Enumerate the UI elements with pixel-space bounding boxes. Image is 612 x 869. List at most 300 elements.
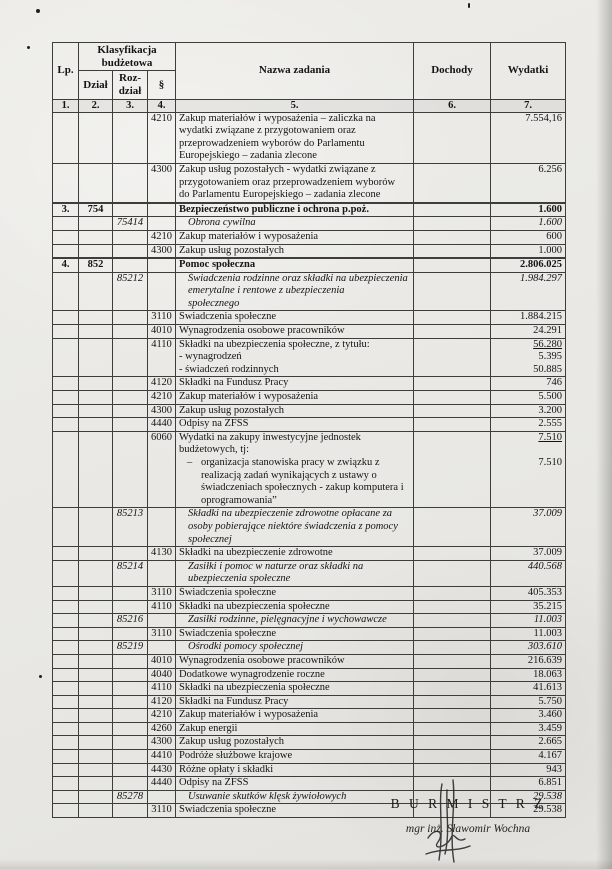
table-row: [53, 112, 566, 163]
cell-dzial: [79, 641, 113, 655]
cell-rozdzial: [113, 418, 148, 432]
cell-rozdzial: [113, 163, 148, 202]
cell-dochody: [414, 404, 491, 418]
cell-wydatki: 303.610: [491, 641, 566, 655]
budget-table: [52, 42, 566, 818]
table-row: [53, 258, 566, 272]
cell-lp: [53, 763, 79, 777]
cell-rozdzial: [113, 244, 148, 258]
cell-lp: [53, 338, 79, 377]
cell-dochody: [414, 338, 491, 377]
cell-dochody: [414, 217, 491, 231]
cell-dzial: [79, 325, 113, 339]
budget-table-body: [53, 99, 566, 817]
cell-lp: [53, 750, 79, 764]
cell-lp: [53, 418, 79, 432]
cell-nazwa: Dodatkowe wynagrodzenie roczne: [176, 668, 414, 682]
cell-dzial: [79, 418, 113, 432]
cell-nazwa: Świadczenia społeczne: [176, 586, 414, 600]
cell-lp: [53, 230, 79, 244]
table-row: [53, 750, 566, 764]
cell-lp: [53, 600, 79, 614]
table-row: [53, 736, 566, 750]
table-row: [53, 203, 566, 217]
cell-dochody: [414, 391, 491, 405]
cell-par: 4040: [148, 668, 176, 682]
cell-lp: [53, 404, 79, 418]
cell-par: [148, 614, 176, 628]
paper-speck: [468, 3, 470, 8]
column-number: 2.: [79, 99, 113, 112]
cell-dzial: [79, 586, 113, 600]
cell-wydatki: 2.555: [491, 418, 566, 432]
table-row: [53, 695, 566, 709]
cell-par: 4210: [148, 230, 176, 244]
cell-nazwa: Składki na ubezpieczenie zdrowotne opłacane za osoby pobierające niektóre świadczenia z pomocy społecznej: [176, 508, 414, 547]
cell-dzial: [79, 736, 113, 750]
cell-par: 3110: [148, 804, 176, 818]
cell-lp: [53, 377, 79, 391]
col-header-wydatki: Wydatki: [491, 43, 566, 100]
handwritten-signature: [398, 778, 518, 866]
cell-lp: [53, 560, 79, 586]
cell-dzial: [79, 560, 113, 586]
cell-nazwa: Składki na ubezpieczenia społeczne: [176, 600, 414, 614]
col-header-paragraf: §: [148, 71, 176, 99]
cell-nazwa: Składki na ubezpieczenia społeczne: [176, 682, 414, 696]
cell-rozdzial: [113, 750, 148, 764]
cell-lp: [53, 244, 79, 258]
cell-dochody: [414, 418, 491, 432]
table-row: [53, 217, 566, 231]
table-row: [53, 325, 566, 339]
cell-dochody: [414, 163, 491, 202]
table-row: [53, 682, 566, 696]
cell-wydatki: 746: [491, 377, 566, 391]
cell-rozdzial: [113, 338, 148, 377]
cell-rozdzial: 85214: [113, 560, 148, 586]
cell-lp: [53, 112, 79, 163]
cell-par: 4010: [148, 654, 176, 668]
cell-nazwa: Ośrodki pomocy społecznej: [176, 641, 414, 655]
table-row: [53, 311, 566, 325]
table-row: [53, 627, 566, 641]
cell-wydatki: 3.200: [491, 404, 566, 418]
cell-lp: [53, 311, 79, 325]
cell-dochody: [414, 508, 491, 547]
cell-nazwa: Odpisy na ZFSS: [176, 418, 414, 432]
cell-nazwa: Obrona cywilna: [176, 217, 414, 231]
cell-dochody: [414, 614, 491, 628]
cell-par: 4430: [148, 763, 176, 777]
cell-lp: 4.: [53, 258, 79, 272]
cell-wydatki: 24.291: [491, 325, 566, 339]
signature-name: mgr inż. Sławomir Wochna: [405, 823, 531, 835]
cell-lp: [53, 217, 79, 231]
cell-dochody: [414, 560, 491, 586]
table-row: [53, 244, 566, 258]
cell-wydatki: 37.009: [491, 508, 566, 547]
cell-wydatki: 5.500: [491, 391, 566, 405]
col-header-lp: Lp.: [53, 43, 79, 100]
cell-wydatki: 3.460: [491, 709, 566, 723]
cell-rozdzial: [113, 547, 148, 561]
cell-nazwa: Zakup materiałów i wyposażenia – zaliczka na wydatki związane z przygotowaniem oraz przeprowadzeniem wyborów do Parlamentu Europejskiego – zadania zlecone: [176, 112, 414, 163]
cell-dzial: [79, 668, 113, 682]
table-row: [53, 230, 566, 244]
cell-par: 4210: [148, 112, 176, 163]
cell-wydatki: 56.280 5.395 50.885: [491, 338, 566, 377]
cell-lp: [53, 736, 79, 750]
cell-dochody: [414, 641, 491, 655]
table-row: [53, 431, 566, 508]
cell-dzial: [79, 311, 113, 325]
cell-nazwa: Składki na Fundusz Pracy: [176, 377, 414, 391]
cell-lp: [53, 325, 79, 339]
cell-rozdzial: [113, 804, 148, 818]
table-row: [53, 404, 566, 418]
cell-lp: [53, 508, 79, 547]
cell-wydatki: 11.003: [491, 614, 566, 628]
cell-nazwa: Zakup energii: [176, 722, 414, 736]
column-number: 7.: [491, 99, 566, 112]
cell-par: 4210: [148, 391, 176, 405]
cell-wydatki: 7.554,16: [491, 112, 566, 163]
cell-wydatki: 6.851: [491, 777, 566, 791]
cell-wydatki: 18.063: [491, 668, 566, 682]
cell-lp: [53, 722, 79, 736]
column-number-row: [53, 99, 566, 112]
cell-par: 4110: [148, 338, 176, 377]
cell-lp: [53, 668, 79, 682]
cell-rozdzial: [113, 203, 148, 217]
cell-rozdzial: [113, 722, 148, 736]
table-row: [53, 508, 566, 547]
cell-lp: [53, 586, 79, 600]
column-number: 4.: [148, 99, 176, 112]
cell-nazwa: Składki na ubezpieczenia społeczne, z tytułu: - wynagrodzeń - świadczeń rodzinnych: [176, 338, 414, 377]
cell-par: 4010: [148, 325, 176, 339]
cell-lp: [53, 682, 79, 696]
table-row: [53, 272, 566, 311]
cell-dochody: [414, 600, 491, 614]
cell-nazwa: Zakup usług pozostałych: [176, 736, 414, 750]
cell-nazwa: Zakup usług pozostałych: [176, 244, 414, 258]
cell-dzial: [79, 790, 113, 804]
cell-par: 6060: [148, 431, 176, 508]
cell-rozdzial: [113, 377, 148, 391]
cell-rozdzial: 85212: [113, 272, 148, 311]
cell-dochody: [414, 709, 491, 723]
scan-edge-shadow: [0, 859, 612, 869]
cell-rozdzial: [113, 311, 148, 325]
cell-rozdzial: [113, 763, 148, 777]
cell-lp: [53, 709, 79, 723]
cell-dzial: 852: [79, 258, 113, 272]
col-header-dochody: Dochody: [414, 43, 491, 100]
cell-lp: [53, 790, 79, 804]
table-row: [53, 338, 566, 377]
cell-dzial: [79, 763, 113, 777]
cell-dzial: [79, 547, 113, 561]
col-header-klasyfikacja: Klasyfikacja budżetowa: [79, 43, 176, 71]
table-row: [53, 709, 566, 723]
cell-par: 4300: [148, 244, 176, 258]
cell-nazwa: Podróże służbowe krajowe: [176, 750, 414, 764]
cell-dzial: [79, 431, 113, 508]
cell-nazwa: Wydatki na zakupy inwestycyjne jednostek budżetowych, tj: – organizacja stanowiska pracy w związku z realizacją zadań wynikających z ustawy o świadczeniach społecznych - zakup komputera i oprogramowania”: [176, 431, 414, 508]
cell-dochody: [414, 431, 491, 508]
cell-par: 4130: [148, 547, 176, 561]
cell-dochody: [414, 203, 491, 217]
cell-dzial: [79, 217, 113, 231]
cell-dzial: [79, 709, 113, 723]
cell-dzial: [79, 654, 113, 668]
cell-par: [148, 508, 176, 547]
cell-lp: [53, 654, 79, 668]
cell-dochody: [414, 586, 491, 600]
cell-par: [148, 790, 176, 804]
cell-wydatki: 1.000: [491, 244, 566, 258]
cell-nazwa: Świadczenia społeczne: [176, 804, 414, 818]
cell-par: 4120: [148, 377, 176, 391]
cell-dochody: [414, 654, 491, 668]
cell-dzial: [79, 722, 113, 736]
cell-lp: [53, 163, 79, 202]
table-row: [53, 641, 566, 655]
cell-rozdzial: 85219: [113, 641, 148, 655]
cell-dochody: [414, 763, 491, 777]
table-row: [53, 668, 566, 682]
cell-nazwa: Zasiłki i pomoc w naturze oraz składki na ubezpieczenia społeczne: [176, 560, 414, 586]
cell-wydatki: 3.459: [491, 722, 566, 736]
cell-par: [148, 641, 176, 655]
cell-par: 4440: [148, 418, 176, 432]
dash-marker: –: [187, 457, 193, 468]
cell-rozdzial: [113, 695, 148, 709]
cell-dochody: [414, 668, 491, 682]
cell-wydatki: 29.538: [491, 790, 566, 804]
cell-dzial: [79, 627, 113, 641]
cell-wydatki: 1.884.215: [491, 311, 566, 325]
column-number: 3.: [113, 99, 148, 112]
cell-par: 4120: [148, 695, 176, 709]
cell-nazwa: Zakup materiałów i wyposażenia: [176, 391, 414, 405]
cell-lp: [53, 431, 79, 508]
cell-wydatki: 41.613: [491, 682, 566, 696]
table-row: [53, 560, 566, 586]
cell-nazwa: Świadczenia społeczne: [176, 627, 414, 641]
cell-wydatki: 2.806.025: [491, 258, 566, 272]
cell-dzial: [79, 682, 113, 696]
table-row: [53, 614, 566, 628]
cell-nazwa: Świadczenia społeczne: [176, 311, 414, 325]
cell-wydatki: 37.009: [491, 547, 566, 561]
cell-rozdzial: [113, 325, 148, 339]
cell-wydatki: 405.353: [491, 586, 566, 600]
cell-dzial: [79, 272, 113, 311]
cell-dzial: [79, 695, 113, 709]
cell-par: [148, 258, 176, 272]
cell-dochody: [414, 272, 491, 311]
column-number: 1.: [53, 99, 79, 112]
cell-wydatki: 29.538: [491, 804, 566, 818]
cell-par: 4440: [148, 777, 176, 791]
cell-rozdzial: [113, 600, 148, 614]
cell-lp: 3.: [53, 203, 79, 217]
cell-par: 3110: [148, 311, 176, 325]
cell-nazwa: Odpisy na ZFŚS: [176, 777, 414, 791]
cell-lp: [53, 695, 79, 709]
table-row: [53, 586, 566, 600]
cell-rozdzial: [113, 258, 148, 272]
cell-wydatki: 216.639: [491, 654, 566, 668]
cell-wydatki: 35.215: [491, 600, 566, 614]
cell-rozdzial: [113, 627, 148, 641]
cell-par: 4110: [148, 600, 176, 614]
cell-nazwa: Zakup materiałów i wyposażenia: [176, 709, 414, 723]
cell-wydatki: 1.984.297: [491, 272, 566, 311]
cell-par: 3110: [148, 627, 176, 641]
cell-lp: [53, 547, 79, 561]
cell-rozdzial: [113, 777, 148, 791]
cell-nazwa: Zasiłki rodzinne, pielęgnacyjne i wychowawcze: [176, 614, 414, 628]
cell-par: [148, 560, 176, 586]
cell-rozdzial: [113, 682, 148, 696]
cell-dzial: [79, 112, 113, 163]
cell-wydatki: 5.750: [491, 695, 566, 709]
paper-speck: [27, 46, 30, 49]
cell-rozdzial: 85278: [113, 790, 148, 804]
column-number: 5.: [176, 99, 414, 112]
table-row: [53, 722, 566, 736]
cell-lp: [53, 641, 79, 655]
cell-lp: [53, 804, 79, 818]
cell-nazwa: Różne opłaty i składki: [176, 763, 414, 777]
cell-dzial: [79, 508, 113, 547]
cell-wydatki: 1.600: [491, 217, 566, 231]
cell-wydatki: 7.510 7.510: [491, 431, 566, 508]
cell-rozdzial: [113, 112, 148, 163]
cell-dzial: [79, 230, 113, 244]
cell-rozdzial: 75414: [113, 217, 148, 231]
cell-dzial: [79, 404, 113, 418]
cell-par: [148, 272, 176, 311]
col-header-dzial: Dział: [79, 71, 113, 99]
cell-rozdzial: [113, 230, 148, 244]
cell-nazwa: Usuwanie skutków klęsk żywiołowych: [176, 790, 414, 804]
cell-nazwa: Składki na ubezpieczenie zdrowotne: [176, 547, 414, 561]
cell-dzial: [79, 163, 113, 202]
cell-par: 4300: [148, 163, 176, 202]
cell-dochody: [414, 244, 491, 258]
cell-wydatki: 4.167: [491, 750, 566, 764]
cell-par: 4260: [148, 722, 176, 736]
cell-dochody: [414, 258, 491, 272]
cell-dzial: 754: [79, 203, 113, 217]
cell-rozdzial: [113, 654, 148, 668]
table-row: [53, 763, 566, 777]
cell-wydatki: 2.665: [491, 736, 566, 750]
cell-wydatki: 943: [491, 763, 566, 777]
cell-dochody: [414, 736, 491, 750]
paper-speck: [39, 675, 42, 678]
cell-par: 4410: [148, 750, 176, 764]
cell-dzial: [79, 614, 113, 628]
cell-par: 4300: [148, 404, 176, 418]
cell-par: 4300: [148, 736, 176, 750]
cell-dochody: [414, 112, 491, 163]
cell-lp: [53, 614, 79, 628]
cell-par: 4110: [148, 682, 176, 696]
signature-title: B U R M I S T R Z: [390, 796, 546, 811]
cell-dzial: [79, 244, 113, 258]
cell-dzial: [79, 804, 113, 818]
cell-nazwa: Bezpieczeństwo publiczne i ochrona p.poż.: [176, 203, 414, 217]
cell-nazwa: Wynagrodzenia osobowe pracowników: [176, 325, 414, 339]
cell-dochody: [414, 311, 491, 325]
table-row: [53, 391, 566, 405]
cell-rozdzial: [113, 668, 148, 682]
table-row: [53, 163, 566, 202]
cell-nazwa: Świadczenia rodzinne oraz składki na ubezpieczenia emerytalne i rentowe z ubezpieczenia społecznego: [176, 272, 414, 311]
cell-par: [148, 203, 176, 217]
cell-nazwa: Składki na Fundusz Pracy: [176, 695, 414, 709]
cell-rozdzial: [113, 431, 148, 508]
cell-dzial: [79, 377, 113, 391]
cell-lp: [53, 627, 79, 641]
col-header-rozdzial: Roz-dział: [113, 71, 148, 99]
cell-rozdzial: [113, 586, 148, 600]
cell-lp: [53, 391, 79, 405]
cell-lp: [53, 272, 79, 311]
cell-dzial: [79, 777, 113, 791]
cell-dzial: [79, 338, 113, 377]
cell-dochody: [414, 682, 491, 696]
cell-dzial: [79, 750, 113, 764]
cell-dzial: [79, 391, 113, 405]
cell-wydatki: 6.256: [491, 163, 566, 202]
scan-edge-shadow: [596, 0, 612, 869]
cell-wydatki: 1.600: [491, 203, 566, 217]
cell-dochody: [414, 750, 491, 764]
col-header-nazwa: Nazwa zadania: [176, 43, 414, 100]
cell-rozdzial: [113, 736, 148, 750]
cell-rozdzial: [113, 709, 148, 723]
table-row: [53, 654, 566, 668]
cell-dochody: [414, 230, 491, 244]
table-row: [53, 418, 566, 432]
cell-wydatki: 11.003: [491, 627, 566, 641]
cell-dochody: [414, 377, 491, 391]
cell-wydatki: 600: [491, 230, 566, 244]
column-number: 6.: [414, 99, 491, 112]
cell-par: 4210: [148, 709, 176, 723]
cell-rozdzial: [113, 404, 148, 418]
cell-rozdzial: 85216: [113, 614, 148, 628]
cell-par: 3110: [148, 586, 176, 600]
cell-nazwa: Wynagrodzenia osobowe pracowników: [176, 654, 414, 668]
cell-wydatki: 440.568: [491, 560, 566, 586]
cell-dochody: [414, 695, 491, 709]
cell-par: [148, 217, 176, 231]
cell-dochody: [414, 722, 491, 736]
cell-dochody: [414, 547, 491, 561]
cell-rozdzial: [113, 391, 148, 405]
table-row: [53, 377, 566, 391]
paper-speck: [36, 9, 40, 13]
cell-dzial: [79, 600, 113, 614]
